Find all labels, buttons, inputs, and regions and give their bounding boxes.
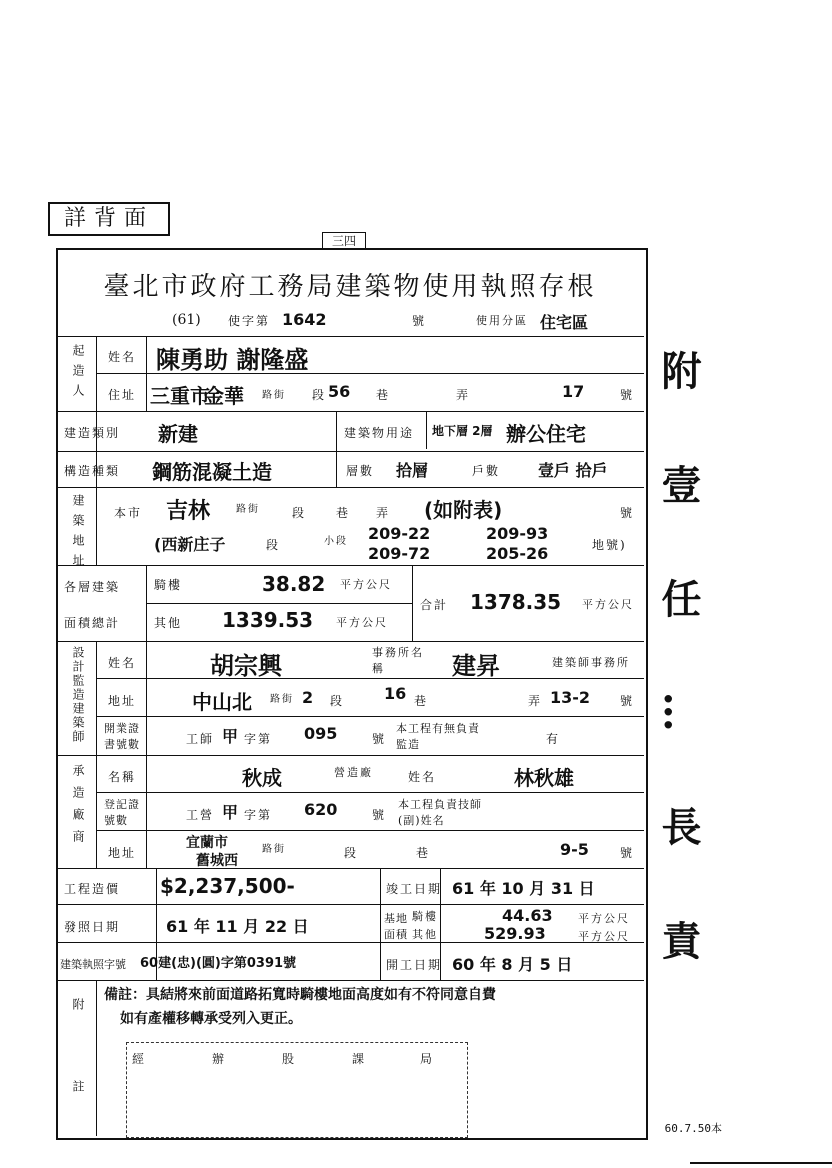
ground-arcade-value: 44.63 xyxy=(502,906,553,925)
form-title: 臺北市政府工務局建築物使用執照存根 xyxy=(103,272,597,302)
license-prefix: 工師 xyxy=(186,732,215,746)
builder-number: 17 xyxy=(562,382,585,401)
site-city: 本市 xyxy=(114,506,143,520)
site-lot-4: 205-26 xyxy=(486,544,549,563)
contractor-number: 9-5 xyxy=(560,840,589,859)
ground-other-value: 529.93 xyxy=(484,924,546,943)
row-line xyxy=(56,868,644,869)
bottom-edge-line xyxy=(690,1162,832,1164)
contractor-lane: 巷 xyxy=(416,846,431,860)
row-line xyxy=(96,716,644,717)
detail-back-tag: 詳背面 xyxy=(48,202,170,236)
contractor-suffix: 營造廠 xyxy=(334,766,373,779)
builder-lane: 56 xyxy=(328,382,351,401)
ground-other-unit: 平方公尺 xyxy=(578,930,630,943)
contractor-city: 宜蘭市 xyxy=(186,835,228,851)
architect-road: 中山北 xyxy=(192,690,252,714)
builder-name-label: 姓名 xyxy=(108,350,137,364)
builder-road: 金華 xyxy=(204,384,244,408)
col-line xyxy=(146,641,147,868)
license-word: 字第 xyxy=(244,732,273,746)
area-section-2: 面積總計 xyxy=(64,616,121,630)
contractor-road: 舊城西 xyxy=(196,853,238,869)
row-line xyxy=(56,641,644,642)
row-line xyxy=(96,792,644,793)
supervise-label: 本工程有無負責監造 xyxy=(396,722,480,751)
households-label: 戶數 xyxy=(472,464,501,478)
finish-value: 61 年 10 月 31 日 xyxy=(452,879,595,898)
contractor-hao: 號 xyxy=(620,846,635,860)
zone-label: 使用分區 xyxy=(476,314,528,327)
builder-city: 三重市 xyxy=(150,384,210,408)
notes-text-2: 如有產權移轉承受列入更正。 xyxy=(120,1011,302,1027)
zone-value: 住宅區 xyxy=(540,313,589,332)
license-grade: 甲 xyxy=(222,727,239,746)
permit-hao: 號 xyxy=(412,314,427,328)
other-area-unit: 平方公尺 xyxy=(336,616,388,629)
row-line xyxy=(56,980,644,981)
contractor-duan: 段 xyxy=(344,846,359,860)
other-area-label: 其他 xyxy=(154,616,183,630)
col-line xyxy=(96,980,97,1136)
tech-label: 本工程負責技師(副)姓名 xyxy=(398,798,482,827)
col-line xyxy=(412,565,413,641)
other-area-value: 1339.53 xyxy=(222,608,314,632)
permit-year: (61) xyxy=(172,312,201,328)
cost-label: 工程造價 xyxy=(64,882,121,896)
total-value: 1378.35 xyxy=(470,590,562,614)
stamp-cell-4: 課 xyxy=(352,1052,367,1066)
finish-label: 竣工日期 xyxy=(386,882,443,896)
builder-duan: 段 xyxy=(312,388,327,402)
row-line xyxy=(56,755,644,756)
site-note: (如附表) xyxy=(424,498,503,522)
architect-duan: 段 xyxy=(330,694,345,708)
architect-section: 設計監造建築師 xyxy=(71,646,85,744)
area-section-1: 各層建築 xyxy=(64,580,121,594)
ground-other-label: 其他 xyxy=(412,928,438,941)
row-line xyxy=(56,451,644,452)
office-name: 建昇 xyxy=(452,652,500,680)
use-value: 辦公住宅 xyxy=(506,422,586,446)
row-line xyxy=(146,603,412,604)
architect-road-label: 路街 xyxy=(270,694,294,705)
arcade-unit: 平方公尺 xyxy=(340,578,392,591)
architect-number: 13-2 xyxy=(550,688,591,707)
total-unit: 平方公尺 xyxy=(582,598,634,611)
contractor-section: 承造廠商 xyxy=(71,764,85,852)
contractor-name: 秋成 xyxy=(242,766,282,790)
site-lot-label: 地號) xyxy=(592,538,627,552)
col-line xyxy=(146,336,147,412)
site-lot-1: 209-22 xyxy=(368,524,431,543)
issue-value: 61 年 11 月 22 日 xyxy=(166,917,309,936)
row-line xyxy=(56,411,644,412)
builder-road-label: 路街 xyxy=(262,390,286,401)
use-label: 建築物用途 xyxy=(344,426,415,440)
license-no: 095 xyxy=(304,724,338,743)
stamp-cell-3: 股 xyxy=(282,1052,297,1066)
reg-hao: 號 xyxy=(372,808,387,822)
reg-word: 字第 xyxy=(244,808,273,822)
builder-alley-label: 弄 xyxy=(456,388,471,402)
site-lane: 巷 xyxy=(336,506,351,520)
col-line xyxy=(426,411,427,449)
notes-section: 附註 xyxy=(71,998,85,1162)
architect-addr-label: 地址 xyxy=(108,694,137,708)
notes-text-1: 備註：具結將來前面道路拓寬時騎樓地面高度如有不符同意自費 xyxy=(104,987,496,1003)
issue-label: 發照日期 xyxy=(64,920,121,934)
reg-grade: 甲 xyxy=(222,803,239,822)
builder-addr-label: 住址 xyxy=(108,388,137,402)
builder-names: 陳勇助 謝隆盛 xyxy=(156,346,309,374)
arcade-label: 騎樓 xyxy=(154,578,183,592)
reg-label: 登記證號數 xyxy=(104,798,140,827)
row-line xyxy=(56,565,644,566)
stamp-cell-2: 辦 xyxy=(212,1052,227,1066)
architect-name: 胡宗興 xyxy=(210,652,282,680)
floors-label: 層數 xyxy=(346,464,375,478)
total-label: 合計 xyxy=(420,598,449,612)
builder-section-label: 起造人 xyxy=(71,344,85,404)
start-value: 60 年 8 月 5 日 xyxy=(452,955,573,974)
structure-value: 鋼筋混凝土造 xyxy=(152,460,272,484)
license-no-value: 60建(忠)(圓)字第0391號 xyxy=(140,956,297,971)
site-district: (西新庄子 xyxy=(154,535,226,554)
use-floors: 地下層 2層 xyxy=(432,424,493,438)
col-line xyxy=(96,641,97,868)
start-label: 開工日期 xyxy=(386,958,443,972)
architect-hao: 號 xyxy=(620,694,635,708)
builder-hao: 號 xyxy=(620,388,635,402)
supervise-value: 有 xyxy=(546,732,561,746)
architect-duan-no: 2 xyxy=(302,688,314,707)
contractor-road-label: 路街 xyxy=(262,844,286,855)
license-no-label: 建築執照字號 xyxy=(60,958,126,971)
license-label: 開業證書號數 xyxy=(104,722,140,751)
site-road: 吉林 xyxy=(166,499,211,524)
site-hao: 號 xyxy=(620,506,635,520)
col-line xyxy=(146,565,147,641)
col-line xyxy=(380,868,381,980)
architect-name-label: 姓名 xyxy=(108,656,137,670)
build-type-value: 新建 xyxy=(158,422,198,446)
contractor-person: 林秋雄 xyxy=(514,766,574,790)
stamp-cell-5: 局 xyxy=(420,1052,435,1066)
permit-number: 1642 xyxy=(282,310,327,329)
site-alley: 弄 xyxy=(376,506,391,520)
permit-label: 使字第 xyxy=(228,314,271,328)
reg-no: 620 xyxy=(304,800,338,819)
site-lot-2: 209-93 xyxy=(486,524,549,543)
row-line xyxy=(56,942,644,943)
stamp-cell-1: 經 xyxy=(132,1052,147,1066)
ground-arcade-unit: 平方公尺 xyxy=(578,912,630,925)
site-duan: 段 xyxy=(292,506,307,520)
side-annotation: 附 壹 任 … 長 責 xyxy=(655,350,702,990)
site-subduan: 小段 xyxy=(324,536,348,547)
office-suffix: 建築師事務所 xyxy=(552,656,630,669)
architect-alley-label: 弄 xyxy=(528,694,543,708)
structure-label: 構造種類 xyxy=(64,464,121,478)
row-line xyxy=(96,830,644,831)
site-road-label: 路街 xyxy=(236,504,260,515)
households-value: 壹戶 拾戶 xyxy=(538,461,608,480)
office-label: 事務所名稱 xyxy=(372,646,424,675)
site-duan2: 段 xyxy=(266,538,281,552)
architect-lane: 16 xyxy=(384,684,407,703)
contractor-addr-label: 地址 xyxy=(108,846,137,860)
architect-lane-label: 巷 xyxy=(414,694,429,708)
print-footer: 60.7.50本 xyxy=(664,1122,722,1135)
col-line xyxy=(96,487,97,565)
row-line xyxy=(56,904,644,905)
page-number: 三四 xyxy=(322,232,366,250)
builder-lane-label: 巷 xyxy=(376,388,391,402)
row-line xyxy=(56,487,644,488)
row-line xyxy=(96,678,644,679)
build-type-label: 建造類別 xyxy=(64,426,121,440)
approval-stamp-grid xyxy=(126,1042,468,1138)
ground-label: 基地面積 xyxy=(384,912,408,941)
ground-arcade-label: 騎樓 xyxy=(412,910,438,923)
license-hao: 號 xyxy=(372,732,387,746)
arcade-value: 38.82 xyxy=(262,572,326,596)
col-line xyxy=(336,411,337,487)
contractor-person-label: 姓名 xyxy=(408,770,437,784)
cost-value: $2,237,500- xyxy=(160,874,295,898)
floors-value: 拾層 xyxy=(396,461,429,480)
reg-prefix: 工營 xyxy=(186,808,215,822)
site-lot-3: 209-72 xyxy=(368,544,431,563)
row-line xyxy=(56,336,644,337)
site-section-label: 建築地址 xyxy=(71,494,85,574)
contractor-name-label: 名稱 xyxy=(108,770,137,784)
